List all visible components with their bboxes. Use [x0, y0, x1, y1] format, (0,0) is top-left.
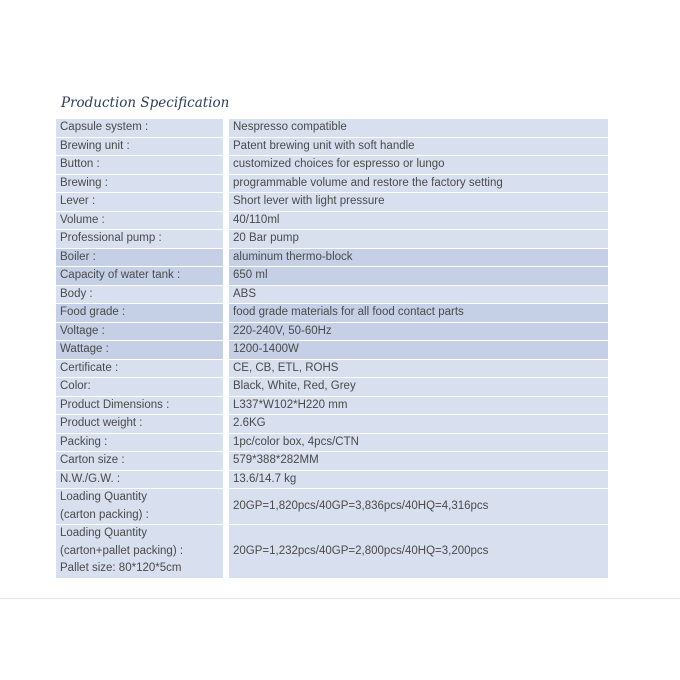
spec-label: Certificate : [56, 360, 223, 378]
table-row [56, 304, 608, 322]
spec-label: Lever : [56, 193, 223, 211]
spec-value: 1200-1400W [223, 341, 608, 359]
spec-label: Voltage : [56, 323, 223, 341]
table-row [56, 471, 608, 489]
table-row [56, 489, 608, 524]
document-bottom-divider [0, 598, 680, 599]
table-row [56, 267, 608, 285]
spec-label: Packing : [56, 434, 223, 452]
table-row [56, 434, 608, 452]
spec-value: 2.6KG [223, 415, 608, 433]
spec-value: food grade materials for all food contact parts [223, 304, 608, 322]
table-row [56, 378, 608, 396]
spec-value: 13.6/14.7 kg [223, 471, 608, 489]
spec-label: Carton size : [56, 452, 223, 470]
spec-value: 650 ml [223, 267, 608, 285]
spec-value: programmable volume and restore the factory setting [223, 175, 608, 193]
table-row [56, 249, 608, 267]
spec-label: Loading Quantity (carton+pallet packing) : Pallet size: 80*120*5cm [56, 525, 223, 578]
spec-value: CE, CB, ETL, ROHS [223, 360, 608, 378]
table-row [56, 323, 608, 341]
spec-label: Boiler : [56, 249, 223, 267]
spec-value: L337*W102*H220 mm [223, 397, 608, 415]
spec-label: Capsule system : [56, 119, 223, 137]
spec-label: Volume : [56, 212, 223, 230]
table-row [56, 230, 608, 248]
table-row [56, 360, 608, 378]
spec-label: N.W./G.W. : [56, 471, 223, 489]
spec-label: Brewing unit : [56, 138, 223, 156]
spec-table-body [56, 119, 608, 578]
table-row [56, 138, 608, 156]
spec-label: Food grade : [56, 304, 223, 322]
spec-value: 40/110ml [223, 212, 608, 230]
spec-value: 20GP=1,820pcs/40GP=3,836pcs/40HQ=4,316pcs [223, 489, 608, 524]
table-row [56, 286, 608, 304]
spec-value: Patent brewing unit with soft handle [223, 138, 608, 156]
table-row [56, 193, 608, 211]
table-row [56, 452, 608, 470]
spec-label: Product weight : [56, 415, 223, 433]
table-row [56, 156, 608, 174]
table-row [56, 397, 608, 415]
spec-value: Black, White, Red, Grey [223, 378, 608, 396]
table-row [56, 175, 608, 193]
spec-label: Brewing : [56, 175, 223, 193]
spec-label: Capacity of water tank : [56, 267, 223, 285]
spec-table [56, 118, 608, 579]
table-row [56, 119, 608, 137]
spec-value: customized choices for espresso or lungo [223, 156, 608, 174]
spec-value: 579*388*282MM [223, 452, 608, 470]
spec-value: 20 Bar pump [223, 230, 608, 248]
spec-value: 20GP=1,232pcs/40GP=2,800pcs/40HQ=3,200pcs [223, 525, 608, 578]
spec-label: Loading Quantity (carton packing) : [56, 489, 223, 524]
spec-value: Nespresso compatible [223, 119, 608, 137]
spec-value: 1pc/color box, 4pcs/CTN [223, 434, 608, 452]
spec-label: Professional pump : [56, 230, 223, 248]
table-row [56, 212, 608, 230]
table-row [56, 341, 608, 359]
spec-value: 220-240V, 50-60Hz [223, 323, 608, 341]
spec-label: Product Dimensions : [56, 397, 223, 415]
table-row [56, 415, 608, 433]
spec-label: Body : [56, 286, 223, 304]
spec-label: Button : [56, 156, 223, 174]
spec-label: Wattage : [56, 341, 223, 359]
spec-value: aluminum thermo-block [223, 249, 608, 267]
spec-label: Color: [56, 378, 223, 396]
spec-value: Short lever with light pressure [223, 193, 608, 211]
spec-value: ABS [223, 286, 608, 304]
page-title: Production Specification [61, 95, 230, 111]
table-row [56, 525, 608, 578]
